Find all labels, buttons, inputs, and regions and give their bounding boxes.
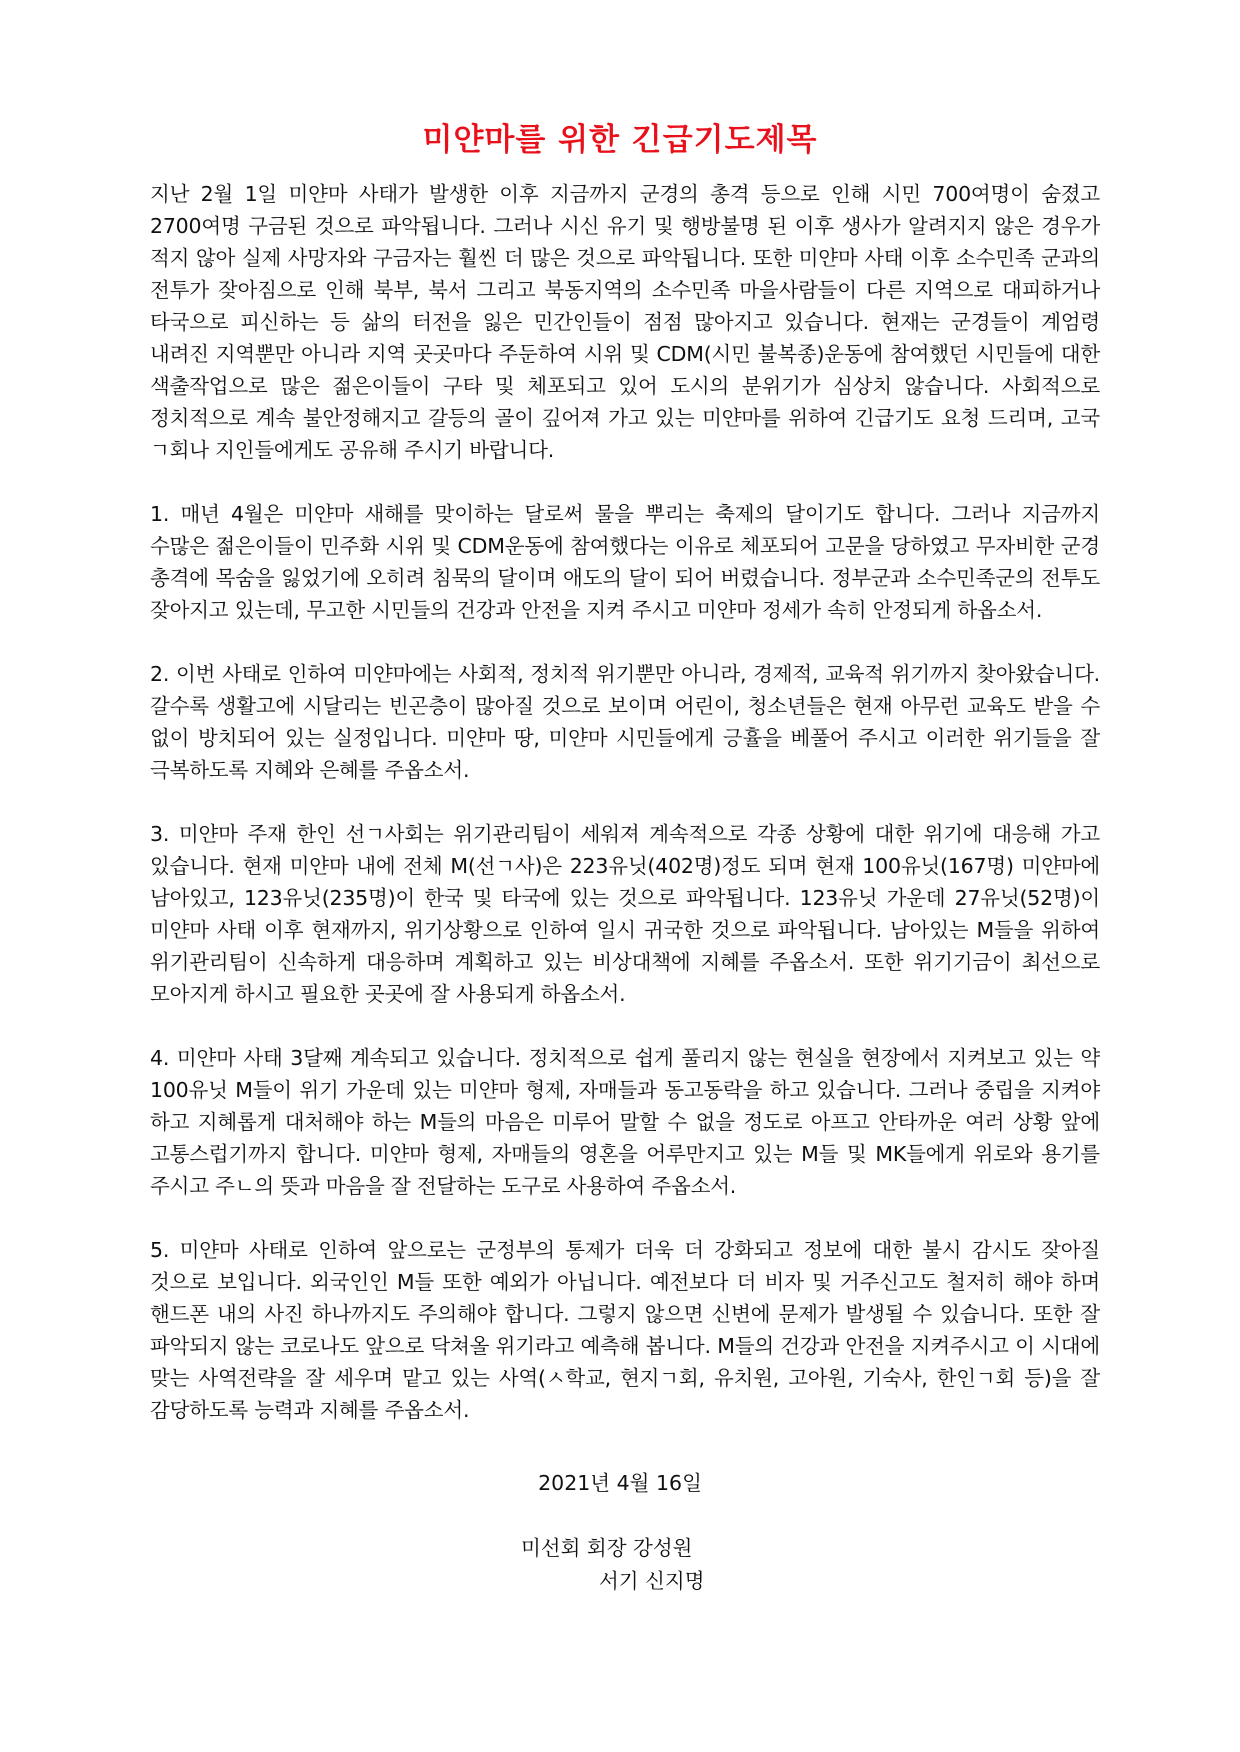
- signature-secretary: 서기 신지명: [599, 1569, 705, 1593]
- document-title: 미얀마를 위한 긴급기도제목: [422, 122, 818, 158]
- document-body: [150, 178, 1100, 1426]
- intro-paragraph: 지난 2월 1일 미얀마 사태가 발생한 이후 지금까지 군경의 총격 등으로 인해 시민 700여명이 숨졌고 2700여명 구금된 것으로 파악됩니다. 그러나 시신 유기 및 행방불명 된 이후 생사가 알려지지 않은 경우가 적지 않아 실제 사망자와 구금자는 훨씬 더 많은 것으로 파악됩니다. 또한 미얀마 사태 이후 소수민족 군과의 전투가 잦아짐으로 인해 북부, 북서 그리고 북동지역의 소수민족 마을사람들이 다른 지역으로 대피하거나 타국으로 피신하는 등 삶의 터전을 잃은 민간인들이 점점 많아지고 있습니다. 현재는 군경들이 계엄령 내려진 지역뿐만 아니라 지역 곳곳마다 주둔하여 시위 및 CDM(시민 불복종)운동에 참여했던 시민들에 대한 색출작업으로 많은 젊은이들이 구타 및 체포되고 있어 도시의 분위기가 심상치 않습니다. 사회적으로 정치적으로 계속 불안정해지고 갈등의 골이 깊어져 가고 있는 미얀마를 위하여 긴급기도 요청 드리며, 고국 ㄱ회나 지인들에게도 공유해 주시기 바랍니다.: [150, 182, 1101, 462]
- prayer-item-3: 3. 미얀마 주재 한인 선ㄱ사회는 위기관리팀이 세워져 계속적으로 각종 상황에 대한 위기에 대응해 가고 있습니다. 현재 미얀마 내에 전체 M(선ㄱ사)은 223유닛(402명)정도 되며 현재 100유닛(167명) 미얀마에 남아있고, 123유닛(235명)이 한국 및 타국에 있는 것으로 파악됩니다. 123유닛 가운데 27유닛(52명)이 미얀마 사태 이후 현재까지, 위기상황으로 인하여 일시 귀국한 것으로 파악됩니다. 남아있는 M들을 위하여 위기관리팀이 신속하게 대응하며 계획하고 있는 비상대책에 지혜를 주옵소서. 또한 위기기금이 최선으로 모아지게 하시고 필요한 곳곳에 잘 사용되게 하옵소서.: [150, 822, 1100, 1006]
- prayer-item-4: 4. 미얀마 사태 3달째 계속되고 있습니다. 정치적으로 쉽게 풀리지 않는 현실을 현장에서 지켜보고 있는 약 100유닛 M들이 위기 가운데 있는 미얀마 형제, 자매들과 동고동락을 하고 있습니다. 그러나 중립을 지켜야 하고 지혜롭게 대처해야 하는 M들의 마음은 미루어 말할 수 없을 정도로 아프고 안타까운 여러 상황 앞에 고통스럽기까지 합니다. 미얀마 형제, 자매들의 영혼을 어루만지고 있는 M들 및 MK들에게 위로와 용기를 주시고 주ㄴ의 뜻과 마음을 잘 전달하는 도구로 사용하여 주옵소서.: [150, 1046, 1100, 1198]
- prayer-item-2: 2. 이번 사태로 인하여 미얀마에는 사회적, 정치적 위기뿐만 아니라, 경제적, 교육적 위기까지 찾아왔습니다. 갈수록 생활고에 시달리는 빈곤층이 많아질 것으로 보이며 어린이, 청소년들은 현재 아무런 교육도 받을 수 없이 방치되어 있는 실정입니다. 미얀마 땅, 미얀마 시민들에게 긍휼을 베풀어 주시고 이러한 위기들을 잘 극복하도록 지혜와 은혜를 주옵소서.: [150, 662, 1100, 782]
- document-date: 2021년 4월 16일: [538, 1471, 702, 1495]
- prayer-item-5: 5. 미얀마 사태로 인하여 앞으로는 군정부의 통제가 더욱 더 강화되고 정보에 대한 불시 감시도 잦아질 것으로 보입니다. 외국인인 M들 또한 예외가 아닙니다. 예전보다 더 비자 및 거주신고도 철저히 해야 하며 핸드폰 내의 사진 하나까지도 주의해야 합니다. 그렇지 않으면 신변에 문제가 발생될 수 있습니다. 또한 잘 파악되지 않는 코로나도 앞으로 닥쳐올 위기라고 예측해 봅니다. M들의 건강과 안전을 지켜주시고 이 시대에 맞는 사역전략을 잘 세우며 맡고 있는 사역(ㅅ학교, 현지ㄱ회, 유치원, 고아원, 기숙사, 한인ㄱ회 등)을 잘 감당하도록 능력과 지혜를 주옵소서.: [150, 1238, 1100, 1422]
- signature-chairman: 미선회 회장 강성원: [521, 1536, 693, 1560]
- prayer-item-1: 1. 매년 4월은 미얀마 새해를 맞이하는 달로써 물을 뿌리는 축제의 달이기도 합니다. 그러나 지금까지 수많은 젊은이들이 민주화 시위 및 CDM운동에 참여했다는 이유로 체포되어 고문을 당하였고 무자비한 군경 총격에 목숨을 잃었기에 오히려 침묵의 달이며 애도의 달이 되어 버렸습니다. 정부군과 소수민족군의 전투도 잦아지고 있는데, 무고한 시민들의 건강과 안전을 지켜 주시고 미얀마 정세가 속히 안정되게 하옵소서.: [150, 502, 1100, 622]
